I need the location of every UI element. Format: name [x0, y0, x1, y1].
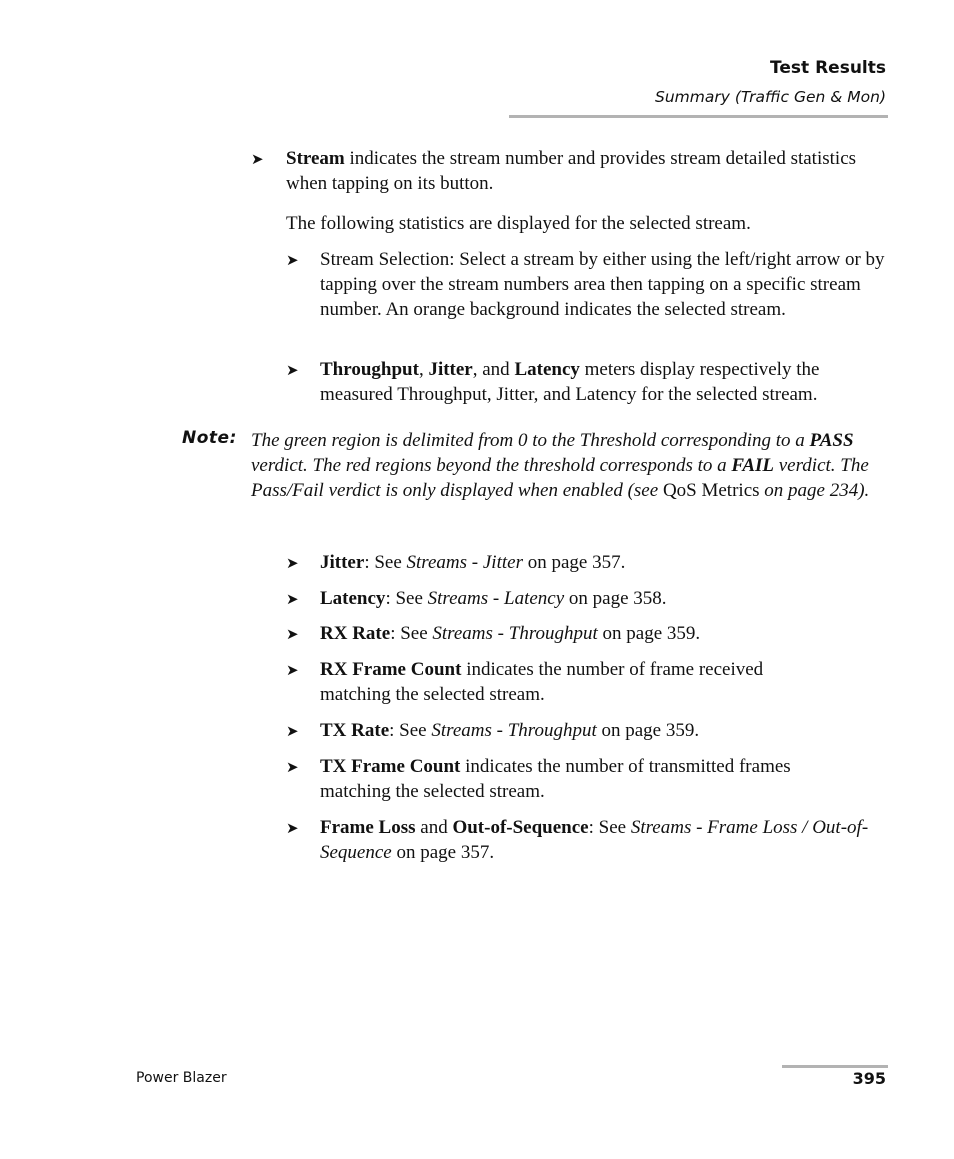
cross-reference-link[interactable]: Streams - Frame Loss / Out-of-Sequence [320, 817, 869, 863]
pass-verdict: PASS [809, 430, 854, 451]
meters-description: meters display respectively the measured Throughput, Jitter, and Latency for the selected stream. [320, 359, 820, 405]
bullet-arrow-icon: ➤ [286, 760, 299, 776]
list-term: RX Rate [320, 623, 391, 644]
list-text: on page 357. [391, 842, 495, 863]
list-item [320, 657, 820, 707]
list-item [320, 718, 886, 743]
list-item [320, 754, 855, 804]
list-text: indicates the number of frame received matching the selected stream. [320, 659, 764, 705]
fail-verdict: FAIL [731, 455, 774, 476]
cross-reference-link[interactable]: Streams - Throughput [432, 623, 598, 644]
bullet-arrow-icon: ➤ [286, 592, 299, 608]
term-jitter: Jitter [428, 359, 473, 380]
cross-reference-link[interactable]: Streams - Latency [427, 588, 565, 609]
list-term: RX Frame Count [320, 659, 462, 680]
list-text: indicates the number of transmitted frames matching the selected stream. [320, 756, 791, 802]
cross-reference-link[interactable]: Streams - Throughput [431, 720, 597, 741]
intro-paragraph: The following statistics are displayed for the selected stream. [286, 213, 751, 234]
bullet-arrow-icon: ➤ [286, 363, 299, 379]
stream-selection-paragraph: Stream Selection: Select a stream by either using the left/right arrow or by tapping over the stream numbers area then tapping on a specific stream number. An orange background indicates the selected stream. [320, 249, 885, 320]
list-text: : See [390, 623, 433, 644]
list-term: Frame Loss [320, 817, 416, 838]
footer-product-name: Power Blazer [136, 1070, 227, 1086]
qos-metrics-link[interactable]: QoS Metrics [662, 480, 760, 501]
list-text: on page 359. [596, 720, 700, 741]
list-item [320, 815, 886, 865]
note-text [251, 428, 881, 503]
list-text: : See [389, 720, 432, 741]
list-term: TX Frame Count [320, 756, 461, 777]
list-term: Jitter [320, 552, 365, 573]
list-text: : See [364, 552, 407, 573]
section-title: Test Results [770, 58, 886, 78]
note-segment: verdict. The red regions beyond the threshold corresponds to a [251, 455, 732, 476]
footer-divider [782, 1065, 888, 1068]
note-label: Note: [182, 428, 237, 448]
bullet-arrow-icon: ➤ [286, 627, 299, 643]
list-item [320, 621, 886, 646]
list-term: Latency [320, 588, 386, 609]
bullet-arrow-icon: ➤ [251, 152, 264, 168]
separator: , and [472, 359, 515, 380]
cross-reference-link[interactable]: Streams - Jitter [406, 552, 523, 573]
list-text: : See [588, 817, 631, 838]
note-segment: The green region is delimited from 0 to the Threshold corresponding to a [251, 430, 810, 451]
list-item [320, 550, 886, 575]
bullet-arrow-icon: ➤ [286, 724, 299, 740]
separator: , [418, 359, 429, 380]
header-divider [509, 115, 888, 118]
note-segment: verdict. The Pass/Fail verdict is only displayed when enabled (see [251, 455, 869, 501]
list-term: Out-of-Sequence [452, 817, 589, 838]
bullet-arrow-icon: ➤ [286, 663, 299, 679]
list-text: on page 358. [564, 588, 667, 609]
term-stream: Stream [286, 148, 345, 169]
list-text: on page 357. [522, 552, 626, 573]
list-item [320, 586, 886, 611]
bullet-arrow-icon: ➤ [286, 253, 299, 269]
note-segment: on page 234). [759, 480, 870, 501]
list-text: : See [385, 588, 428, 609]
bullet-arrow-icon: ➤ [286, 821, 299, 837]
section-subtitle: Summary (Traffic Gen & Mon) [655, 88, 886, 106]
list-term: TX Rate [320, 720, 390, 741]
term-throughput: Throughput [320, 359, 419, 380]
page-number: 395 [852, 1069, 886, 1088]
stream-description: indicates the stream number and provides stream detailed statistics when tapping on its button. [286, 148, 857, 194]
term-latency: Latency [514, 359, 580, 380]
meters-paragraph [320, 357, 886, 407]
list-text: on page 359. [597, 623, 701, 644]
stream-paragraph [286, 146, 876, 196]
bullet-arrow-icon: ➤ [286, 556, 299, 572]
list-text: and [415, 817, 453, 838]
